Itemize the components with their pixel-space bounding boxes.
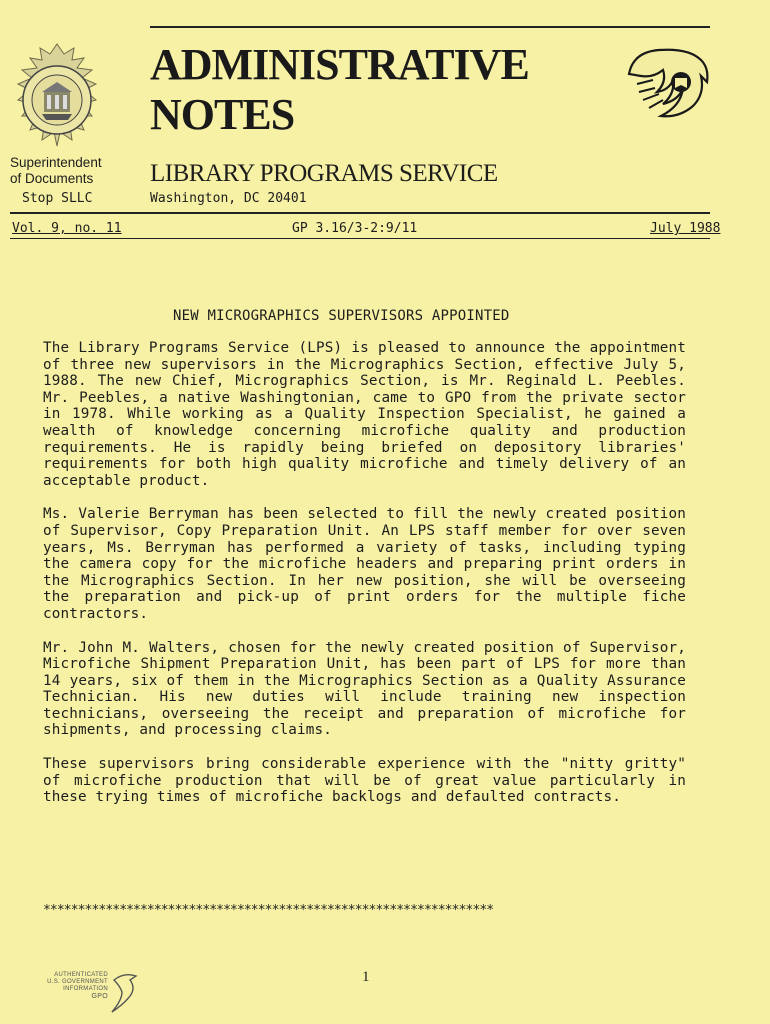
- title-line-1: ADMINISTRATIVE: [150, 40, 529, 89]
- auth-line-2: U.S. GOVERNMENT: [47, 979, 108, 985]
- masthead-bottom-rule: [10, 212, 710, 214]
- article-headline: NEW MICROGRAPHICS SUPERVISORS APPOINTED: [173, 308, 510, 324]
- service-location: Washington, DC 20401: [150, 191, 307, 206]
- office-line-1: Superintendent: [10, 155, 102, 170]
- issue-rule: [10, 238, 710, 239]
- masthead-top-rule: [150, 26, 710, 28]
- article-paragraph: The Library Programs Service (LPS) is pleased to announce the appointment of three new supervisors in the Micrographics Section, effective July 5, 1988. The new Chief, Micrographics Section, is Mr. Reginald L. Peebles. Mr. Peebles, a native Washingtonian, came to GPO from the private sector in 1978. While working as a Quality Inspection Specialist, he gained a wealth of knowledge concerning microfiche quality and production requirements. He is rapidly being briefed on depository libraries' requirements for both high quality microfiche and timely delivery of an acceptable product.: [43, 340, 686, 489]
- service-name: LIBRARY PROGRAMS SERVICE: [150, 160, 498, 187]
- mail-stop: Stop SLLC: [22, 191, 93, 206]
- issue-date: July 1988: [650, 221, 721, 236]
- auth-line-4: GPO: [91, 993, 108, 1000]
- article-body: [43, 340, 686, 823]
- issue-classification: GP 3.16/3-2:9/11: [292, 221, 418, 236]
- page-number: 1: [362, 969, 370, 985]
- auth-line-3: INFORMATION: [63, 986, 108, 992]
- article-paragraph: Ms. Valerie Berryman has been selected to fill the newly created position of Supervisor, Copy Preparation Unit. An LPS staff member for over seven years, Ms. Berryman has performed a variety of tasks, including typing the camera copy for the microfiche headers and preparing print orders in the Micrographics Section. In her new position, she will be overseeing the preparation and pick-up of print orders for the multiple fiche contractors.: [43, 506, 686, 622]
- office-name: [10, 155, 102, 187]
- article-paragraph: These supervisors bring considerable experience with the "nitty gritty" of microfiche production that will be of great value particularly in these trying times of microfiche backlogs and defaulted contracts.: [43, 756, 686, 806]
- office-line-2: of Documents: [10, 171, 94, 186]
- gpo-eagle-icon: [108, 970, 142, 1016]
- fdlp-eagle-logo-icon: [623, 44, 711, 120]
- issue-volume: Vol. 9, no. 11: [12, 221, 122, 236]
- article-paragraph: Mr. John M. Walters, chosen for the newly created position of Supervisor, Microfiche Shipment Preparation Unit, has been part of LPS for more than 14 years, six of them in the Micrographics Section as a Quality Assurance Technician. His new duties will include training new inspection technicians, overseeing the receipt and preparation of microfiche for shipments, and processing claims.: [43, 639, 686, 739]
- title-line-2: NOTES: [150, 90, 295, 139]
- gpo-seal-icon: [12, 42, 102, 150]
- auth-line-1: AUTHENTICATED: [54, 972, 108, 978]
- newsletter-title: [150, 40, 529, 140]
- authenticated-gpo-badge: [36, 970, 146, 1016]
- section-separator: *****************************************************************: [43, 903, 494, 918]
